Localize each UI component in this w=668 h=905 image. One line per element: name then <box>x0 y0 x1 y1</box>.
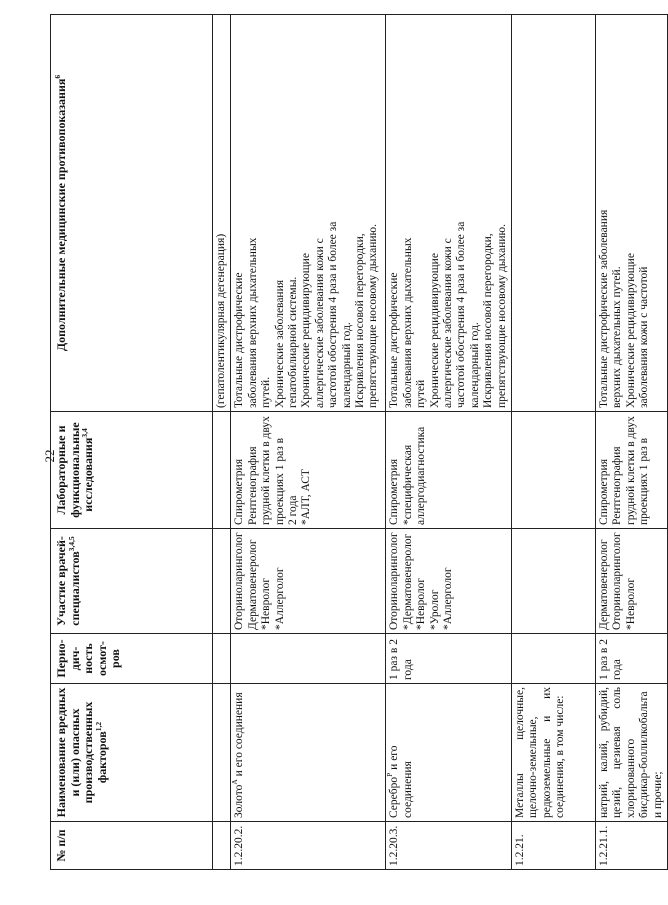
header-num: № п/п <box>51 822 213 870</box>
lab-line: Спирометрия <box>388 458 401 525</box>
doctor-line: *Дерматовенеролог <box>401 533 414 630</box>
lab-line: грудной клетки в двух <box>624 416 637 525</box>
cell-name <box>386 684 512 822</box>
lab-line: *АЛТ, АСТ <box>300 469 313 525</box>
header-contra-sup: 6 <box>53 74 62 79</box>
lab-line: проекциях 1 раз в <box>638 437 651 525</box>
contra-line: путей <box>415 379 428 408</box>
doctor-line: Дерматовенеролог <box>598 539 611 630</box>
header-labs <box>51 412 213 529</box>
doctor-line: *Уролог <box>428 589 441 630</box>
contra-line: календарный год. <box>468 322 481 408</box>
cell-name: Металлы щелочные, щелочно-земельные, редкоземельные и их соединения, в том числе: <box>512 684 596 822</box>
header-labs-text: Лабораторные и функциональные исследования <box>54 422 95 518</box>
name-text: Серебро <box>388 776 401 818</box>
cell-labs <box>386 412 512 529</box>
cell-num: 1.2.20.2. <box>231 822 386 870</box>
cell-num: 1.2.21. <box>512 822 596 870</box>
cell-num <box>213 822 231 870</box>
cell-labs <box>231 412 386 529</box>
cell-num: 1.2.21.1. <box>596 822 668 870</box>
header-name-text: Наименование вредных и (или) опасных производственных факторов <box>54 687 109 818</box>
contra-line: Хронические рецидивирующие <box>428 253 441 408</box>
cell-contra <box>596 15 668 412</box>
cell-num: 1.2.20.3. <box>386 822 512 870</box>
contra-line: Хронические рецидивирующие <box>624 253 637 408</box>
table-row <box>596 15 668 870</box>
contra-line: верхних дыхательных путей. <box>611 266 624 408</box>
doctor-line: Оториноларинголог <box>611 532 624 630</box>
contra-line: препятствующие носовому дыханию. <box>495 224 508 408</box>
table-row <box>231 15 386 870</box>
contra-line: путей. <box>260 376 273 408</box>
cell-period: 1 раз в 2 года <box>386 634 512 684</box>
cell-contra <box>213 15 231 412</box>
lab-line: аллергодиагностика <box>415 426 428 525</box>
contra-line: частотой обострения 4 раза и более за <box>455 221 468 408</box>
cell-contra <box>386 15 512 412</box>
contra-line: Тотальные дистрофические <box>388 272 401 408</box>
cell-labs <box>596 412 668 529</box>
cell-period: 1 раз в 2 года <box>596 634 668 684</box>
contra-line: Тотальные дистрофические заболевания <box>598 209 611 408</box>
page-number: 22 <box>42 449 57 463</box>
contra-line: Хронические заболевания <box>273 279 286 408</box>
rotated-table-container <box>50 15 664 870</box>
cell-name <box>231 684 386 822</box>
table-header-row <box>51 15 213 870</box>
name-tail: и его соединения <box>233 692 246 780</box>
table-row <box>386 15 512 870</box>
header-name-sup: 1,2 <box>93 721 103 732</box>
header-period: Перио-дич-ность осмот-ров <box>51 634 213 684</box>
contra-line: Хронические рецидивирующие <box>300 253 313 408</box>
doctor-line: *Невролог <box>260 577 273 630</box>
lab-line: Рентгенография <box>246 446 259 525</box>
doctor-line: Оториноларинголог <box>388 532 401 630</box>
cell-doctors <box>231 529 386 634</box>
contra-line: (гепатолентикулярная дегенерация) <box>215 233 227 408</box>
table-row <box>213 15 231 870</box>
doctor-line: Оториноларинголог <box>233 532 246 630</box>
cell-period <box>512 634 596 684</box>
name-sup: Р <box>385 772 395 777</box>
table-row <box>512 15 596 870</box>
cell-period <box>213 634 231 684</box>
contra-line: заболевания кожи с частотой <box>638 266 651 408</box>
cell-doctors <box>213 529 231 634</box>
doctor-line: *Аллерголог <box>273 567 286 630</box>
contra-line: Искривления носовой перегородки, <box>354 233 367 408</box>
doctor-line: *Невролог <box>624 577 637 630</box>
header-contra <box>51 15 213 412</box>
lab-line: Спирометрия <box>233 458 246 525</box>
contra-line: препятствующие носовому дыханию. <box>367 224 380 408</box>
doctor-line: *Невролог <box>415 577 428 630</box>
cell-name <box>213 684 231 822</box>
cell-labs <box>213 412 231 529</box>
cell-contra <box>231 15 386 412</box>
lab-line: 2 года <box>287 495 300 525</box>
name-text: Золото <box>233 784 246 818</box>
contra-line: Искривления носовой перегородки, <box>482 233 495 408</box>
name-sup: А <box>230 779 240 785</box>
cell-doctors <box>512 529 596 634</box>
doctor-line: *Аллерголог <box>442 567 455 630</box>
cell-labs <box>512 412 596 529</box>
contra-line: заболевания верхних дыхательных <box>401 237 414 408</box>
header-doctors-sup: 3,4,5 <box>66 536 76 552</box>
contra-line: аллергические заболевания кожи с <box>442 238 455 408</box>
lab-line: Рентгенография <box>611 446 624 525</box>
header-contra-text: Дополнительные медицинские противопоказания <box>54 78 68 352</box>
header-labs-sup: 3,4 <box>80 428 89 438</box>
contra-line: календарный год. <box>340 322 353 408</box>
lab-line: грудной клетки в двух <box>260 416 273 525</box>
cell-period <box>231 634 386 684</box>
lab-line: Спирометрия <box>598 458 611 525</box>
contra-line: гепатобилиарной системы. <box>287 276 300 408</box>
header-name <box>51 684 213 822</box>
lab-line: *специфическая <box>401 444 414 525</box>
contra-line: частотой обострения 4 раза и более за <box>327 221 340 408</box>
contra-line: заболевания верхних дыхательных <box>246 237 259 408</box>
lab-line: проекциях 1 раз в <box>273 437 286 525</box>
cell-doctors <box>386 529 512 634</box>
doctor-line: Дерматовенеролог <box>246 539 259 630</box>
header-doctors-text: Участие врачей-специалистов <box>54 536 82 626</box>
cell-doctors <box>596 529 668 634</box>
name-tail: и его соединения <box>388 745 414 818</box>
contra-line: аллергические заболевания кожи с <box>313 238 326 408</box>
contra-line: Тотальные дистрофические <box>233 272 246 408</box>
header-doctors <box>51 529 213 634</box>
hazard-table <box>50 14 668 870</box>
cell-contra <box>512 15 596 412</box>
cell-name: натрий, калий, рубидий, цезий, цезиевая соль хлорированного бисдикар-боллилкобальта и прочие; <box>596 684 668 822</box>
